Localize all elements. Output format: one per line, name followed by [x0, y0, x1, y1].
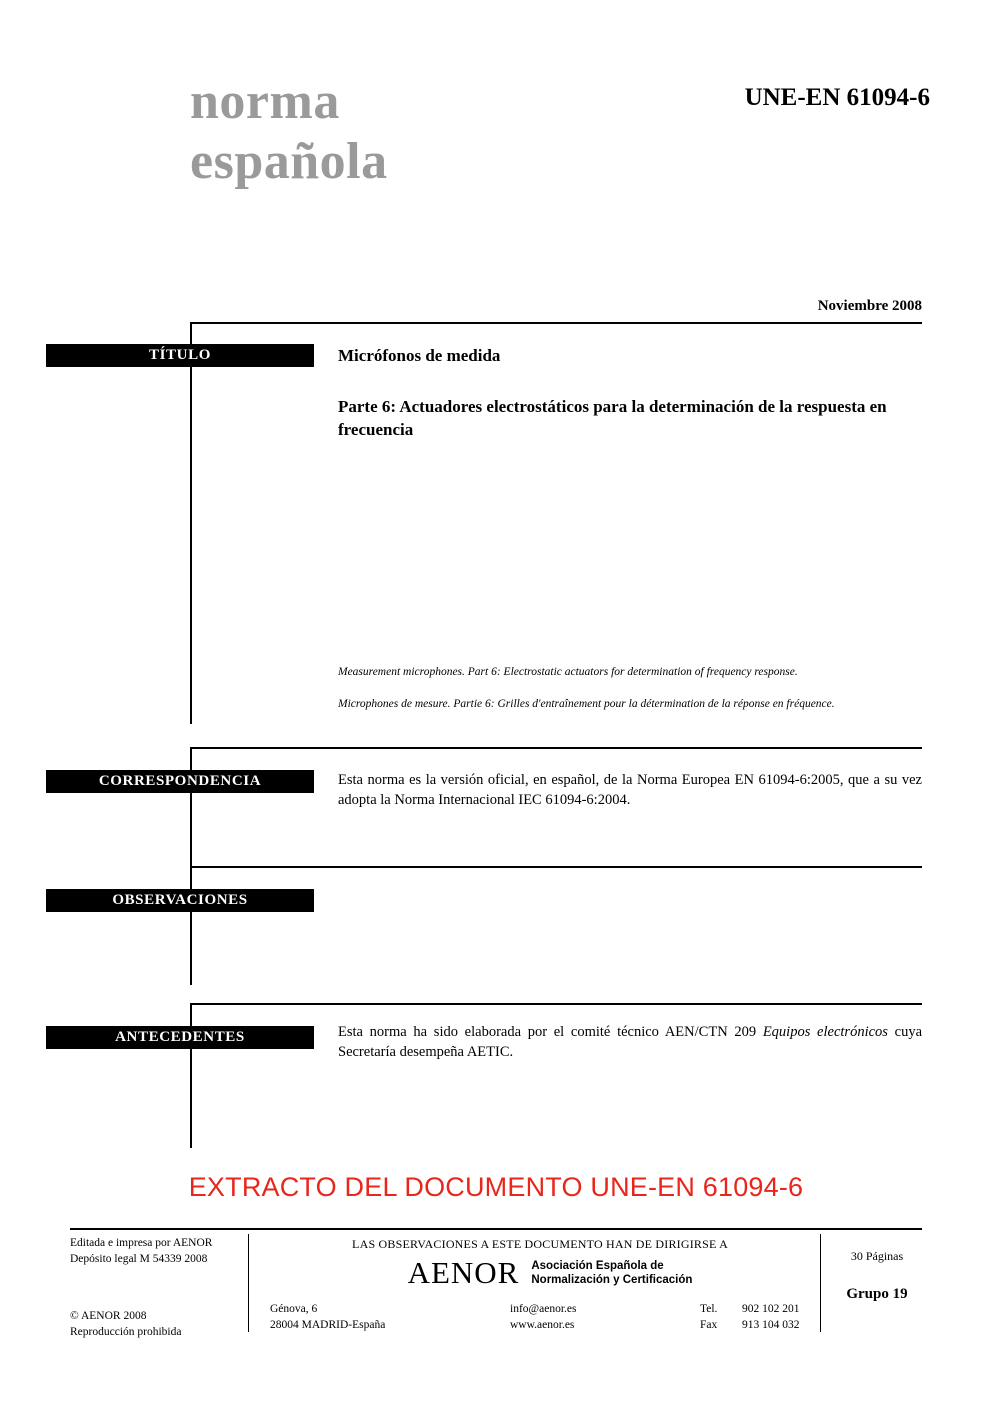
footer-address — [270, 1302, 440, 1333]
footer-observations-notice: LAS OBSERVACIONES A ESTE DOCUMENTO HAN DE DIRIGIRSE A — [352, 1237, 728, 1251]
brand-line-1: norma — [190, 73, 340, 130]
email-text[interactable]: info@aenor.es — [510, 1303, 577, 1315]
page-count: 30 Páginas — [850, 1249, 904, 1263]
antecedentes-text — [338, 1023, 922, 1062]
rule-correspondencia — [190, 747, 922, 749]
correspondencia-text: Esta norma es la versión oficial, en español, de la Norma Europea EN 61094-6:2005, que a su vez adopta la Norma Internacional IEC 61094-6:2004. — [338, 772, 922, 808]
aenor-subtitle-line-2: Normalización y Certificación — [531, 1273, 693, 1286]
standard-code: UNE-EN 61094-6 — [744, 84, 930, 111]
website-text[interactable]: www.aenor.es — [510, 1318, 575, 1331]
editor-line-1: Editada e impresa por AENOR — [70, 1237, 213, 1249]
rule-antecedentes — [190, 1003, 922, 1005]
address-line-2: 28004 MADRID-España — [270, 1318, 386, 1331]
antecedentes-text-part1: Esta norma ha sido elaborada por el comité técnico AEN/CTN 209 — [338, 1024, 763, 1040]
spine-observaciones — [190, 866, 192, 985]
section-tag-correspondencia: CORRESPONDENCIA — [46, 770, 314, 793]
rule-observaciones — [190, 866, 922, 868]
footer-phone — [700, 1302, 880, 1333]
group-number: Grupo 19 — [846, 1286, 908, 1303]
copyright-line-1: © AENOR 2008 — [70, 1310, 147, 1323]
fax-value: 913 104 032 — [742, 1318, 800, 1331]
title-spanish: Micrófonos de medida — [338, 346, 501, 365]
antecedentes-text-italic: Equipos electrónicos — [762, 1024, 888, 1040]
title-english: Measurement microphones. Part 6: Electrostatic actuators for determination of frequency response. — [338, 666, 798, 678]
copyright-line-2: Reproducción prohibida — [70, 1325, 182, 1338]
section-tag-antecedentes: ANTECEDENTES — [46, 1026, 314, 1049]
address-line-1: Génova, 6 — [270, 1303, 318, 1315]
rule-top — [190, 322, 922, 324]
spine-antecedentes — [190, 1003, 192, 1148]
masthead — [190, 72, 930, 193]
section-tag-observaciones: OBSERVACIONES — [46, 889, 314, 912]
aenor-wordmark: AENOR — [407, 1255, 520, 1290]
title-french: Microphones de mesure. Partie 6: Grilles d'entraînement pour la détermination de la réponse en fréquence. — [338, 698, 835, 710]
aenor-subtitle-line-1: Asociación Española de — [531, 1259, 664, 1272]
footer-contact-web — [510, 1302, 690, 1333]
footer-meta — [832, 1248, 922, 1304]
fax-row — [700, 1318, 880, 1334]
section-tag-titulo: TÍTULO — [46, 344, 314, 367]
footer-divider-1 — [248, 1234, 249, 1332]
spine-correspondencia — [190, 747, 192, 866]
publication-date: Noviembre 2008 — [817, 298, 922, 314]
fax-label: Fax — [700, 1318, 718, 1331]
aenor-subtitle — [531, 1259, 692, 1288]
footer-editor-block — [70, 1236, 248, 1340]
extract-banner: EXTRACTO DEL DOCUMENTO UNE-EN 61094-6 — [188, 1172, 804, 1202]
tel-label: Tel. — [700, 1303, 718, 1315]
antecedentes-text-part2: cuya Secretaría desempeña AETIC. — [338, 1024, 923, 1060]
footer — [70, 1228, 922, 1338]
editor-line-2: Depósito legal M 54339 2008 — [70, 1252, 208, 1265]
title-part: Parte 6: Actuadores electrostáticos para la determinación de la respuesta en frecuencia — [338, 397, 887, 439]
brand-line-2: española — [190, 133, 388, 191]
tel-value: 902 102 201 — [742, 1303, 800, 1315]
spine-titulo — [190, 322, 192, 724]
aenor-logo — [300, 1252, 800, 1294]
